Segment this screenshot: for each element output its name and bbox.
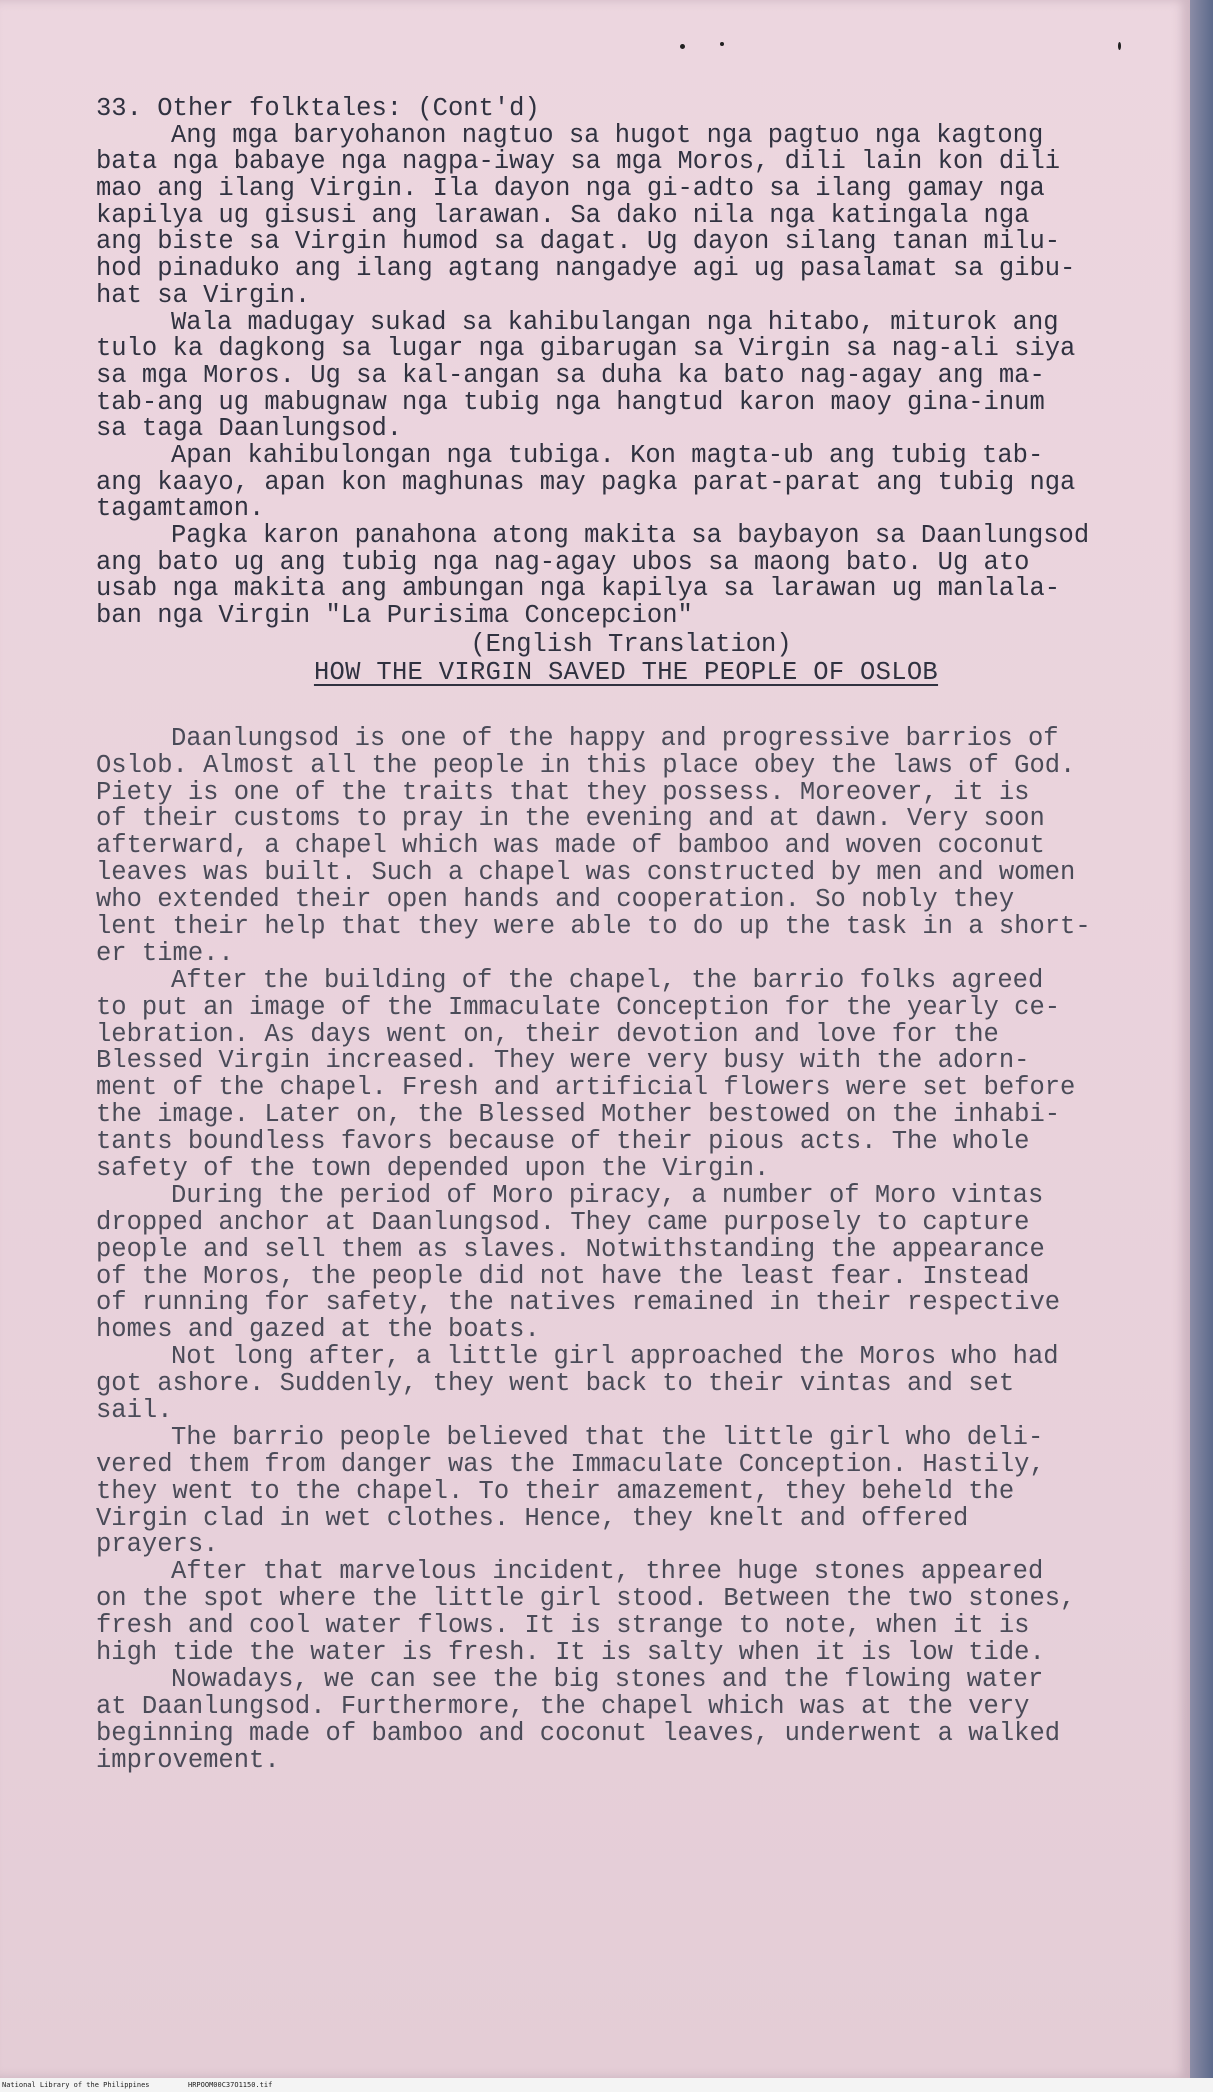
text-line: of their customs to pray in the evening and at dawn. Very soon <box>96 804 1045 834</box>
text-line: Oslob. Almost all the people in this place obey the laws of God. <box>96 750 1076 780</box>
cebuano-paragraph <box>96 120 1146 310</box>
text-line: tab-ang ug mabugnaw nga tubig nga hangtud karon maoy gina-inum <box>96 387 1045 417</box>
text-line: Ang mga baryohanon nagtuo sa hugot nga pagtuo nga kagtong <box>171 120 1044 150</box>
text-line: During the period of Moro piracy, a number of Moro vintas <box>171 1180 1044 1210</box>
text-line: high tide the water is fresh. It is salty when it is low tide. <box>96 1638 1045 1668</box>
text-line: ang biste sa Virgin humod sa dagat. Ug dayon silang tanan milu- <box>96 227 1061 257</box>
english-paragraph <box>96 1180 1146 1345</box>
text-line: mao ang ilang Virgin. Ila dayon nga gi-adto sa ilang gamay nga <box>96 174 1045 204</box>
text-line: Pagka karon panahona atong makita sa baybayon sa Daanlungsod <box>171 521 1090 550</box>
english-paragraph <box>96 965 1146 1183</box>
title-block <box>96 657 1146 696</box>
english-translation <box>96 723 1146 1775</box>
text-line: tagamtamon. <box>96 494 265 524</box>
text-line: fresh and cool water flows. It is strange to note, when it is <box>96 1611 1030 1641</box>
text-line: hod pinaduko ang ilang agtang nangadye agi ug pasalamat sa gibu- <box>96 254 1076 284</box>
text-line: Nowadays, we can see the big stones and the flowing water <box>171 1664 1044 1694</box>
text-line: dropped anchor at Daanlungsod. They came purposely to capture <box>96 1207 1030 1237</box>
ink-speck <box>680 44 685 49</box>
text-line: ment of the chapel. Fresh and artificial flowers were set before <box>96 1073 1076 1103</box>
cebuano-paragraph <box>96 307 1146 444</box>
text-line: the image. Later on, the Blessed Mother bestowed on the inhabi- <box>96 1100 1061 1130</box>
text-line: sa taga Daanlungsod. <box>96 414 403 444</box>
translation-note: (English Translation) <box>470 629 792 659</box>
text-line: Apan kahibulongan nga tubiga. Kon magta-ub ang tubig tab- <box>171 440 1044 470</box>
text-line: bata nga babaye nga nagpa-iway sa mga Moros, dili lain kon dili <box>96 147 1061 177</box>
cebuano-paragraph <box>96 440 1146 524</box>
text-line: got ashore. Suddenly, they went back to their vintas and set <box>96 1369 1015 1399</box>
text-line: at Daanlungsod. Furthermore, the chapel which was at the very <box>96 1691 1030 1721</box>
text-line: safety of the town depended upon the Virgin. <box>96 1154 770 1183</box>
page-edge <box>1190 0 1213 2078</box>
english-paragraph <box>96 1344 1146 1425</box>
footer-institution: National Library of the Philippines <box>2 2081 150 2089</box>
text-line: ban nga Virgin "La Purisima Concepcion" <box>96 601 693 631</box>
document-text <box>96 96 1146 1774</box>
text-line: improvement. <box>96 1745 280 1775</box>
text-line: Not long after, a little girl approached the Moros who had <box>171 1342 1059 1372</box>
text-line: afterward, a chapel which was made of bamboo and woven coconut <box>96 831 1045 861</box>
text-line: ang bato ug ang tubig nga nag-agay ubos sa maong bato. Ug ato <box>96 547 1030 577</box>
text-line: homes and gazed at the boats. <box>96 1315 540 1345</box>
text-line: they went to the chapel. To their amazement, they beheld the <box>96 1476 1015 1506</box>
text-line: on the spot where the little girl stood. Between the two stones, <box>96 1584 1076 1614</box>
text-line: prayers. <box>96 1530 219 1560</box>
text-line: After the building of the chapel, the barrio folks agreed <box>171 965 1044 995</box>
text-line: sa mga Moros. Ug sa kal-angan sa duha ka bato nag-agay ang ma- <box>96 360 1045 390</box>
text-line: vered them from danger was the Immaculate Conception. Hastily, <box>96 1449 1045 1479</box>
cebuano-text <box>96 120 1146 631</box>
english-paragraph <box>96 1664 1146 1775</box>
text-line: The barrio people believed that the little girl who deli- <box>171 1422 1044 1452</box>
text-line: people and sell them as slaves. Notwithstanding the appearance <box>96 1234 1045 1264</box>
text-line: Wala madugay sukad sa kahibulangan nga hitabo, miturok ang <box>171 307 1059 337</box>
text-line: Virgin clad in wet clothes. Hence, they knelt and offered <box>96 1503 969 1533</box>
text-line: After that marvelous incident, three huge stones appeared <box>171 1557 1044 1587</box>
text-line: tulo ka dagkong sa lugar nga gibarugan sa Virgin sa nag-ali siya <box>96 334 1076 364</box>
text-line: lent their help that they were able to do up the task in a short- <box>96 911 1091 941</box>
text-line: usab nga makita ang ambungan nga kapilya sa larawan ug manlala- <box>96 574 1061 604</box>
english-paragraph <box>96 723 1146 968</box>
text-line: of running for safety, the natives remained in their respective <box>96 1288 1061 1318</box>
text-line: kapilya ug gisusi ang larawan. Sa dako nila nga katingala nga <box>96 200 1030 230</box>
text-line: leaves was built. Such a chapel was constructed by men and women <box>96 858 1076 888</box>
text-line: er time.. <box>96 938 234 968</box>
text-line: ang kaayo, apan kon maghunas may pagka parat-parat ang tubig nga <box>96 467 1076 497</box>
story-title: HOW THE VIRGIN SAVED THE PEOPLE OF OSLOB <box>313 657 939 687</box>
text-line: beginning made of bamboo and coconut leaves, underwent a walked <box>96 1718 1061 1748</box>
cebuano-paragraph <box>96 523 1146 630</box>
text-line: tants boundless favors because of their pious acts. The whole <box>96 1127 1030 1157</box>
text-line: Daanlungsod is one of the happy and progressive barrios of <box>171 723 1059 753</box>
text-line: Piety is one of the traits that they possess. Moreover, it is <box>96 777 1030 807</box>
text-line: to put an image of the Immaculate Conception for the yearly ce- <box>96 992 1061 1022</box>
text-line: hat sa Virgin. <box>96 280 311 310</box>
english-paragraph <box>96 1559 1146 1667</box>
ink-speck <box>720 42 724 46</box>
archive-footer <box>0 2078 1213 2092</box>
text-line: Blessed Virgin increased. They were very busy with the adorn- <box>96 1046 1030 1076</box>
text-line: who extended their open hands and cooperation. So nobly they <box>96 885 1015 915</box>
ink-speck <box>1118 42 1121 50</box>
section-header: 33. Other folktales: (Cont'd) <box>96 94 540 123</box>
english-paragraph <box>96 1422 1146 1560</box>
footer-filename: HRPOOM00C37O1150.tif <box>188 2081 273 2089</box>
text-line: lebration. As days went on, their devotion and love for the <box>96 1019 999 1049</box>
text-line: sail. <box>96 1396 173 1426</box>
text-line: of the Moros, the people did not have the least fear. Instead <box>96 1261 1030 1291</box>
